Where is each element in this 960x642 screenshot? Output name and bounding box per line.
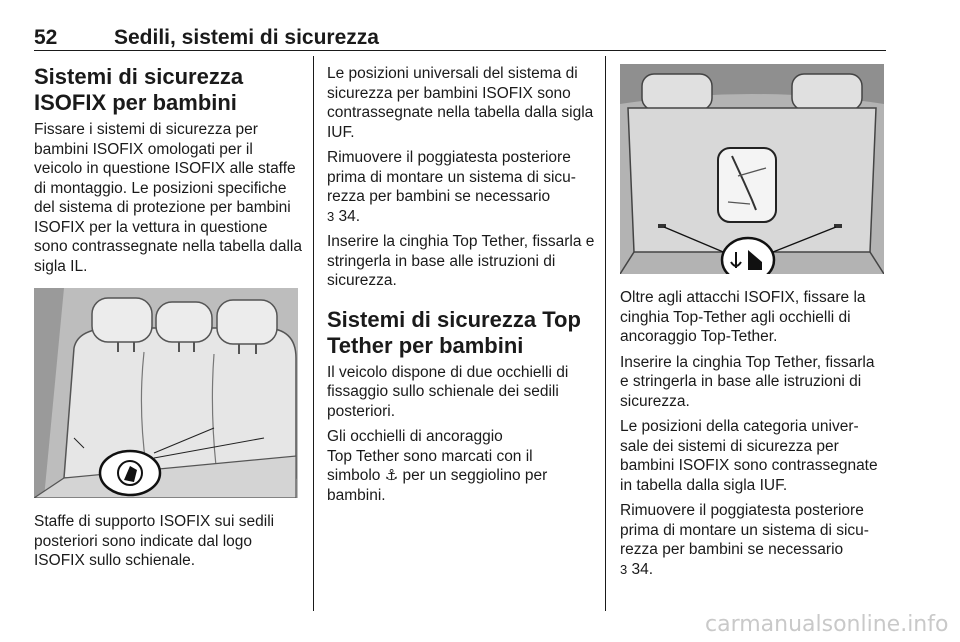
trunk-eyelets-illustration (620, 64, 884, 274)
top-tether-anchor-icon: ⚓ (384, 467, 399, 484)
chapter-title: Sedili, sistemi di sicurezza (114, 26, 379, 49)
page-number: 52 (34, 26, 58, 49)
eyelets-line-2: Top Tether sono marcati con il (327, 447, 533, 465)
paragraph-isofix-intro: Fissare i sistemi di sicurezza per bambini ISOFIX omologati per il veicolo in questione ISOFIX alle staffe di montaggio. Le posizioni specifiche del sistema di protezione per bambini ISOFIX per la vettura in questione sono contrassegnate nella tabella dalla sigla IL. (34, 121, 302, 275)
eyelets-line-1: Gli occhielli di ancoraggio (327, 428, 503, 445)
page-reference-link-2[interactable]: 34. (631, 560, 654, 578)
column-divider-1 (313, 56, 314, 611)
section-heading-top-tether: Sistemi di sicurezza Top Tether per bambini (327, 306, 581, 358)
paragraph-in-addition-isofix: Oltre agli attacchi ISOFIX, fissare la cinghia Top-Tether agli occhielli di ancoraggio Top-Tether. (620, 289, 866, 345)
column-divider-2 (605, 56, 606, 611)
paragraph-insert-tether-2: Inserire la cinghia Top Tether, fissarla e stringerla in base alle istruzioni di sicurezza. (620, 353, 875, 410)
column-1 (34, 64, 302, 577)
page-header (34, 26, 886, 51)
eyelets-line-3-post: per un seggiolino per (402, 467, 548, 484)
paragraph-remove-headrest (327, 148, 597, 226)
paragraph-remove-headrest-2-text: Rimuovere il poggiatesta posteriore prima di montare un sistema di sicu-rezza per bambini se necessario (620, 502, 869, 558)
page-reference-link[interactable]: 34. (338, 207, 361, 225)
column-3 (620, 64, 886, 585)
eyelets-line-4: bambini. (327, 486, 386, 504)
figure-rear-seats-isofix (34, 288, 298, 498)
paragraph-remove-headrest-text: Rimuovere il poggiatesta posteriore prima di montare un sistema di sicu-rezza per bambini se necessario (327, 149, 576, 205)
watermark: carmanualsonline.info (705, 612, 949, 637)
section-heading-isofix: Sistemi di sicurezza ISOFIX per bambini (34, 64, 244, 115)
page-ref-arrow-icon-2: 3 (620, 561, 628, 577)
eyelets-line-3-pre: simbolo (327, 467, 381, 484)
figure-caption-isofix: Staffe di supporto ISOFIX sui sedili posteriori sono indicate dal logo ISOFIX sullo schienale. (34, 513, 275, 569)
paragraph-two-eyelets: Il veicolo dispone di due occhielli di fissaggio sullo schienale dei sedili posteriori. (327, 363, 569, 420)
rear-seats-illustration (34, 288, 298, 498)
paragraph-eyelets-marked (327, 427, 597, 505)
figure-top-tether-eyelets (620, 64, 884, 274)
paragraph-insert-tether: Inserire la cinghia Top Tether, fissarla e stringerla in base alle istruzioni di sicurezza. (327, 233, 595, 289)
page-ref-arrow-icon: 3 (327, 208, 335, 224)
paragraph-remove-headrest-2 (620, 501, 886, 579)
paragraph-iuf-positions: Le posizioni universali del sistema di sicurezza per bambini ISOFIX sono contrassegnate nella tabella dalla sigla IUF. (327, 65, 594, 141)
column-2 (327, 64, 597, 511)
paragraph-universal-category: Le posizioni della categoria univer-sale dei sistemi di sicurezza per bambini ISOFIX sono contrassegnate in tabella dalla sigla IUF. (620, 418, 878, 494)
